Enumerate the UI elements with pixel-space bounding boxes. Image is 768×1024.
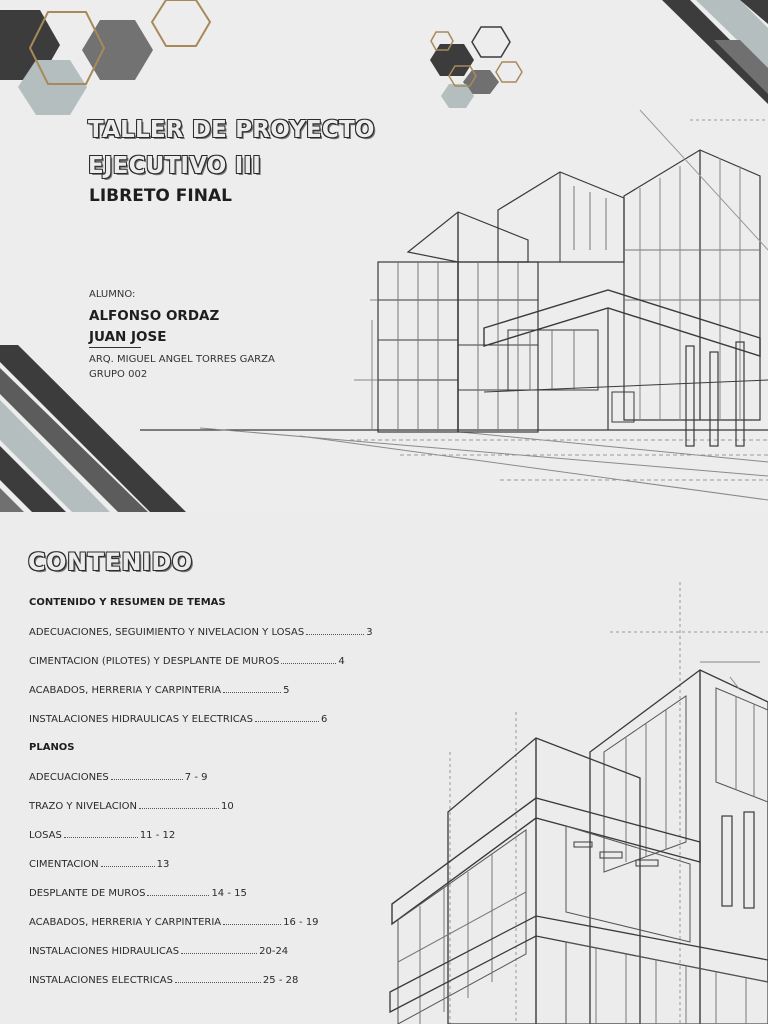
contents-row-page: 10	[221, 801, 234, 812]
contents-row	[29, 770, 373, 799]
contents-row-label: LOSAS	[29, 830, 62, 841]
contents-row-label: DESPLANTE DE MUROS	[29, 888, 146, 899]
contents-row-label: INSTALACIONES HIDRAULICAS Y ELECTRICAS	[29, 714, 253, 725]
contents-row-page: 13	[156, 859, 170, 870]
document-title-line2: EJECUTIVO III	[88, 153, 262, 179]
contents-row	[29, 828, 373, 857]
hexagon-cluster	[430, 27, 522, 108]
contents-row-page: 4	[338, 656, 345, 667]
contents-row	[29, 712, 373, 741]
document-subtitle: LIBRETO FINAL	[89, 186, 232, 206]
contents-row-label: CONTENIDO Y RESUMEN DE TEMAS	[29, 597, 226, 608]
diagonal-stripes-decoration	[662, 0, 768, 104]
contents-row	[29, 654, 373, 683]
contents-page	[0, 512, 768, 1024]
contents-row	[29, 857, 373, 886]
name-underline	[89, 347, 141, 348]
group-label: GRUPO 002	[89, 369, 148, 380]
contents-row	[29, 596, 373, 625]
contents-row-page: 16 - 19	[283, 917, 319, 928]
contents-row	[29, 741, 373, 770]
contents-row-label: TRAZO Y NIVELACION	[29, 801, 138, 812]
contents-row-label: INSTALACIONES HIDRAULICAS	[29, 946, 180, 957]
contents-row-label: ACABADOS, HERRERIA Y CARPINTERIA	[29, 685, 222, 696]
contents-row-page: 25 - 28	[262, 975, 299, 986]
contents-row-page: 5	[283, 685, 290, 696]
contents-row-label: ADECUACIONES	[29, 772, 109, 783]
student-name-line2: JUAN JOSE	[89, 329, 167, 345]
contents-row	[29, 683, 373, 712]
contents-row-page: 3	[366, 627, 373, 638]
contents-row	[29, 886, 373, 915]
contents-row-page: 20-24	[259, 946, 289, 957]
student-name-line1: ALFONSO ORDAZ	[89, 308, 220, 324]
contents-row-page: 6	[320, 714, 328, 725]
contents-row-label: CIMENTACION (PILOTES) Y DESPLANTE DE MUROS	[29, 656, 280, 667]
contents-title: CONTENIDO	[28, 548, 193, 576]
contents-row-page: 7 - 9	[184, 772, 208, 783]
contents-row	[29, 944, 373, 973]
contents-row-page: 11 - 12	[139, 830, 176, 841]
student-label: ALUMNO:	[89, 289, 136, 300]
contents-row-label: PLANOS	[29, 742, 75, 753]
contents-row-page: 14 - 15	[211, 888, 247, 899]
contents-row-label: ACABADOS, HERRERIA Y CARPINTERIA	[29, 917, 222, 928]
building-sketch-illustration	[390, 582, 768, 1024]
contents-list	[29, 596, 373, 1002]
document-title-line1: TALLER DE PROYECTO	[88, 117, 375, 143]
contents-row	[29, 915, 373, 944]
hexagon-decoration	[0, 0, 210, 115]
teacher-name: ARQ. MIGUEL ANGEL TORRES GARZA	[89, 354, 275, 365]
contents-row	[29, 799, 373, 828]
contents-row	[29, 625, 373, 654]
contents-row-label: ADECUACIONES, SEGUIMIENTO Y NIVELACION Y LOSAS	[29, 627, 305, 638]
contents-row-label: INSTALACIONES ELECTRICAS	[29, 975, 173, 986]
contents-row-label: CIMENTACION	[29, 859, 99, 870]
contents-row	[29, 973, 373, 1002]
